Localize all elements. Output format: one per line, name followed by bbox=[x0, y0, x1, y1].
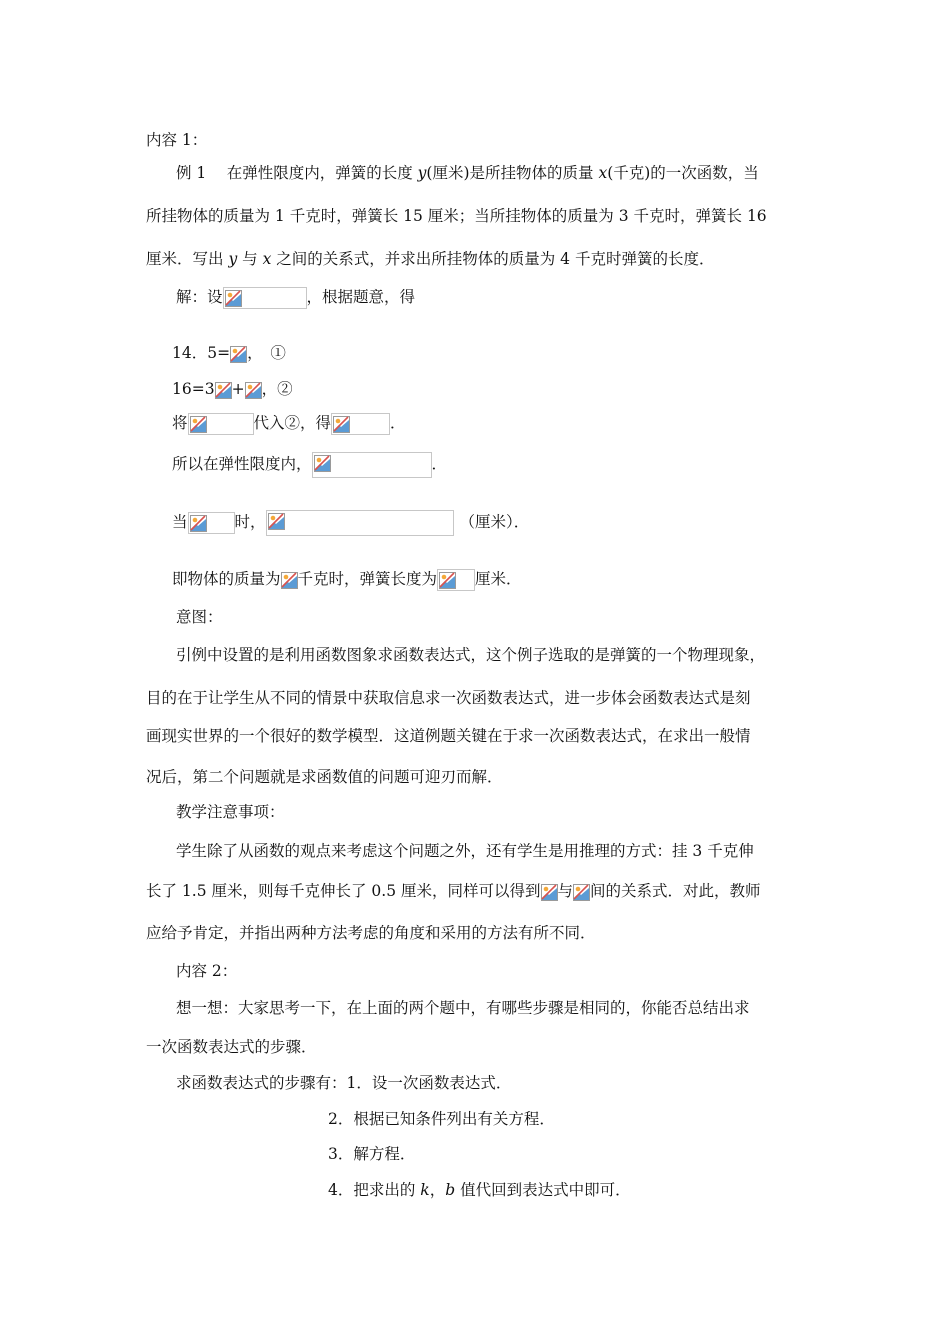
example-text: 厘米．写出 bbox=[146, 250, 229, 268]
notes-text: 长了 1.5 厘米，则每千克伸长了 0.5 厘米，同样可以得到 bbox=[146, 882, 541, 900]
example-line-2: 所挂物体的质量为 1 千克时，弹簧长 15 厘米；当所挂物体的质量为 3 千克时，弹簧长 16 bbox=[146, 207, 767, 225]
equation-text: 14．5= bbox=[172, 344, 231, 362]
example-text: 之间的关系式，并求出所挂物体的质量为 4 千克时弹簧的长度． bbox=[271, 250, 715, 268]
solution-line-1 bbox=[176, 286, 415, 309]
broken-image-icon bbox=[268, 513, 285, 530]
think-line-1: 想一想：大家思考一下，在上面的两个题中，有哪些步骤是相同的，你能否总结出求 bbox=[176, 999, 750, 1017]
formula-image bbox=[312, 452, 432, 478]
equation-text: + bbox=[231, 380, 245, 398]
equation-1 bbox=[172, 342, 286, 364]
broken-image-icon bbox=[190, 515, 207, 532]
when-line bbox=[172, 510, 529, 536]
solution-text: 千克时，弹簧长度为 bbox=[297, 570, 438, 588]
answer-line bbox=[172, 568, 522, 591]
intent-paragraph-line: 画现实世界的一个很好的数学模型．这道例题关键在于求一次函数表达式，在求出一般情 bbox=[146, 727, 751, 745]
equation-2 bbox=[172, 378, 293, 400]
substitution-line bbox=[172, 412, 406, 435]
solution-text: 将 bbox=[172, 414, 188, 432]
broken-image-icon bbox=[281, 572, 298, 589]
broken-image-icon bbox=[230, 346, 247, 363]
var-y: y bbox=[228, 250, 238, 268]
solution-text: 厘米． bbox=[475, 570, 522, 588]
notes-line-2 bbox=[146, 880, 761, 902]
steps-intro: 求函数表达式的步骤有：1．设一次函数表达式． bbox=[176, 1074, 512, 1092]
notes-text: 与 bbox=[557, 882, 574, 900]
solution-text: ，根据题意，得 bbox=[306, 288, 416, 306]
intent-paragraph-line: 引例中设置的是利用函数图象求函数表达式，这个例子选取的是弹簧的一个物理现象， bbox=[176, 646, 766, 664]
solution-text: 代入②，得 bbox=[253, 414, 332, 432]
broken-image-icon bbox=[314, 455, 331, 472]
broken-image-icon bbox=[573, 884, 590, 901]
section-heading-intent: 意图： bbox=[176, 608, 223, 626]
broken-image-icon bbox=[215, 382, 232, 399]
notes-line-3: 应给予肯定，并指出两种方法考虑的角度和采用的方法有所不同． bbox=[146, 924, 596, 942]
step-3: 3．解方程． bbox=[328, 1145, 416, 1163]
step-text: 值代回到表达式中即可． bbox=[455, 1181, 631, 1199]
solution-text: ． bbox=[390, 414, 406, 432]
step-4 bbox=[328, 1179, 631, 1201]
broken-image-icon bbox=[333, 416, 350, 433]
formula-image bbox=[188, 512, 235, 534]
example-line-3 bbox=[146, 248, 714, 270]
formula-image bbox=[437, 569, 475, 591]
formula-image bbox=[331, 413, 390, 435]
step-text: 4．把求出的 bbox=[328, 1181, 421, 1199]
section-heading-notes: 教学注意事项： bbox=[176, 803, 285, 821]
solution-text: 即物体的质量为 bbox=[172, 570, 281, 588]
formula-image bbox=[266, 510, 454, 536]
formula-image bbox=[223, 287, 307, 309]
var-k: k bbox=[420, 1181, 430, 1199]
solution-text: 时， bbox=[234, 513, 266, 531]
example-text: (千克)的一次函数，当 bbox=[607, 164, 759, 182]
step-2: 2．根据已知条件列出有关方程． bbox=[328, 1110, 555, 1128]
broken-image-icon bbox=[190, 416, 207, 433]
example-text: (厘米)是所挂物体的质量 bbox=[426, 164, 599, 182]
var-x: x bbox=[598, 164, 608, 182]
equation-text: ，② bbox=[261, 380, 293, 398]
example-text: 与 bbox=[237, 250, 263, 268]
broken-image-icon bbox=[225, 290, 242, 307]
notes-line-1: 学生除了从函数的观点来考虑这个问题之外，还有学生是用推理的方式：挂 3 千克伸 bbox=[176, 842, 754, 860]
section-heading-content1: 内容 1： bbox=[146, 131, 208, 149]
var-y: y bbox=[417, 164, 427, 182]
think-line-2: 一次函数表达式的步骤． bbox=[146, 1038, 317, 1056]
solution-text: ． bbox=[431, 455, 448, 473]
broken-image-icon bbox=[541, 884, 558, 901]
intent-paragraph-line: 况后，第二个问题就是求函数值的问题可迎刃而解． bbox=[146, 768, 503, 786]
solution-text: 解：设 bbox=[176, 288, 223, 306]
solution-text: 所以在弹性限度内， bbox=[172, 455, 312, 473]
example-text: 例 1 在弹性限度内，弹簧的长度 bbox=[176, 164, 418, 182]
solution-text: 当 bbox=[172, 513, 188, 531]
broken-image-icon bbox=[439, 572, 456, 589]
notes-text: 间的关系式．对此，教师 bbox=[590, 882, 761, 900]
solution-text: （厘米）． bbox=[459, 513, 530, 531]
var-b: b bbox=[445, 1181, 456, 1199]
var-x: x bbox=[262, 250, 272, 268]
equation-text: ， ① bbox=[247, 344, 286, 362]
formula-image bbox=[188, 413, 254, 435]
section-heading-content2: 内容 2： bbox=[176, 962, 238, 980]
intent-paragraph-line: 目的在于让学生从不同的情景中获取信息求一次函数表达式，进一步体会函数表达式是刻 bbox=[146, 689, 751, 707]
equation-text: 16=3 bbox=[172, 380, 215, 398]
within-limit-line bbox=[172, 452, 447, 478]
step-text: ， bbox=[429, 1181, 446, 1199]
broken-image-icon bbox=[245, 382, 262, 399]
example-line-1 bbox=[176, 162, 759, 184]
